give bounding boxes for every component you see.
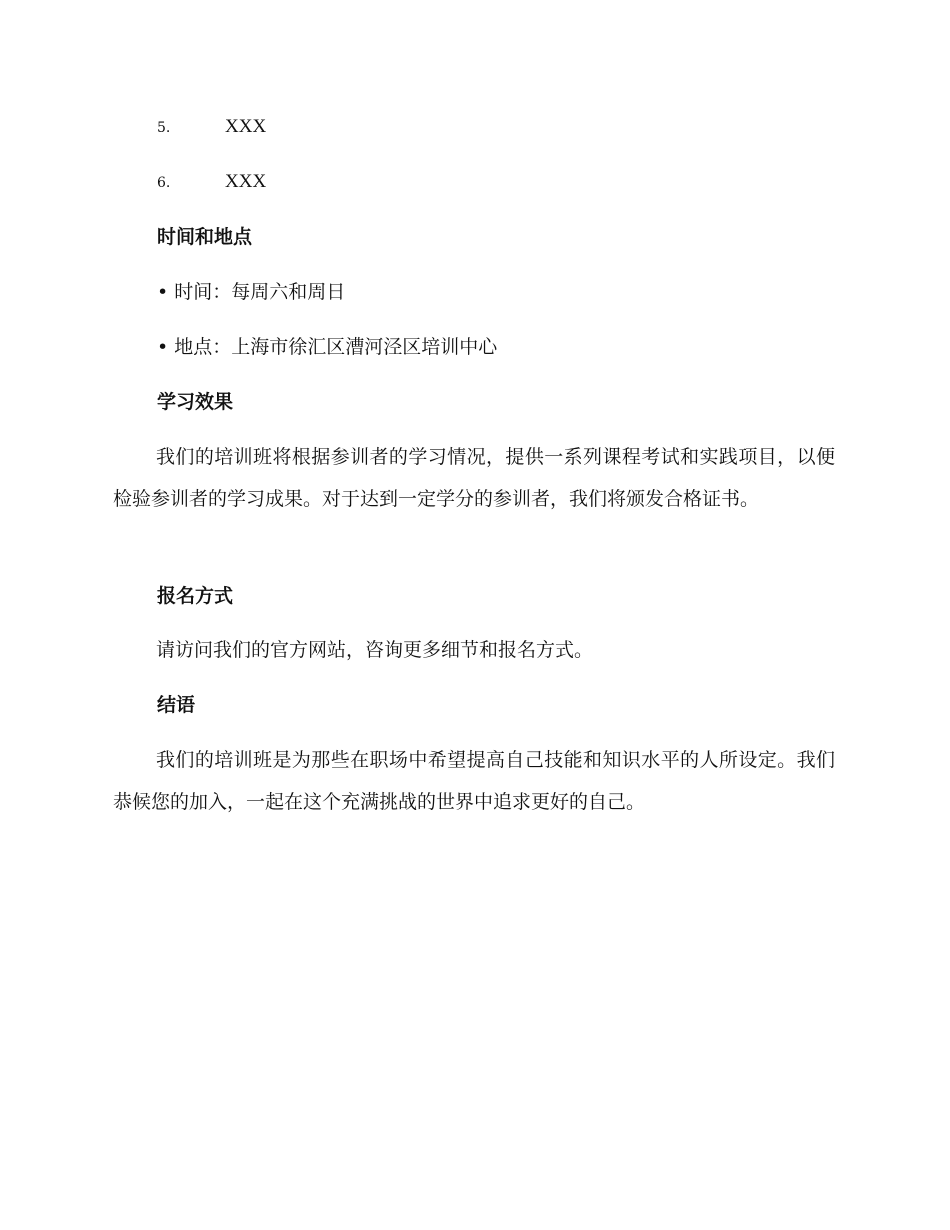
list-text: XXX xyxy=(225,116,267,137)
section-heading-closing: 结语 xyxy=(157,694,196,716)
bullet-location: • 地点：上海市徐汇区漕河泾区培训中心 xyxy=(157,336,498,358)
paragraph-signup: 请访问我们的官方网站，咨询更多细节和报名方式。 xyxy=(156,639,594,661)
section-heading-time-place: 时间和地点 xyxy=(157,226,253,248)
list-number: 6. xyxy=(157,175,171,191)
bullet-time: • 时间：每周六和周日 xyxy=(157,281,346,303)
section-heading-signup: 报名方式 xyxy=(157,585,234,607)
list-number: 5. xyxy=(157,120,171,136)
list-item xyxy=(157,112,266,142)
list-text: XXX xyxy=(225,171,267,192)
paragraph-learning: 我们的培训班将根据参训者的学习情况，提供一系列课程考试和实践项目，以便检验参训者的学习成果。对于达到一定学分的参训者，我们将颁发合格证书。 xyxy=(113,446,835,510)
section-heading-learning: 学习效果 xyxy=(157,391,234,413)
list-item xyxy=(157,167,266,197)
paragraph-closing: 我们的培训班是为那些在职场中希望提高自己技能和知识水平的人所设定。我们恭候您的加入，一起在这个充满挑战的世界中追求更好的自己。 xyxy=(113,749,835,813)
